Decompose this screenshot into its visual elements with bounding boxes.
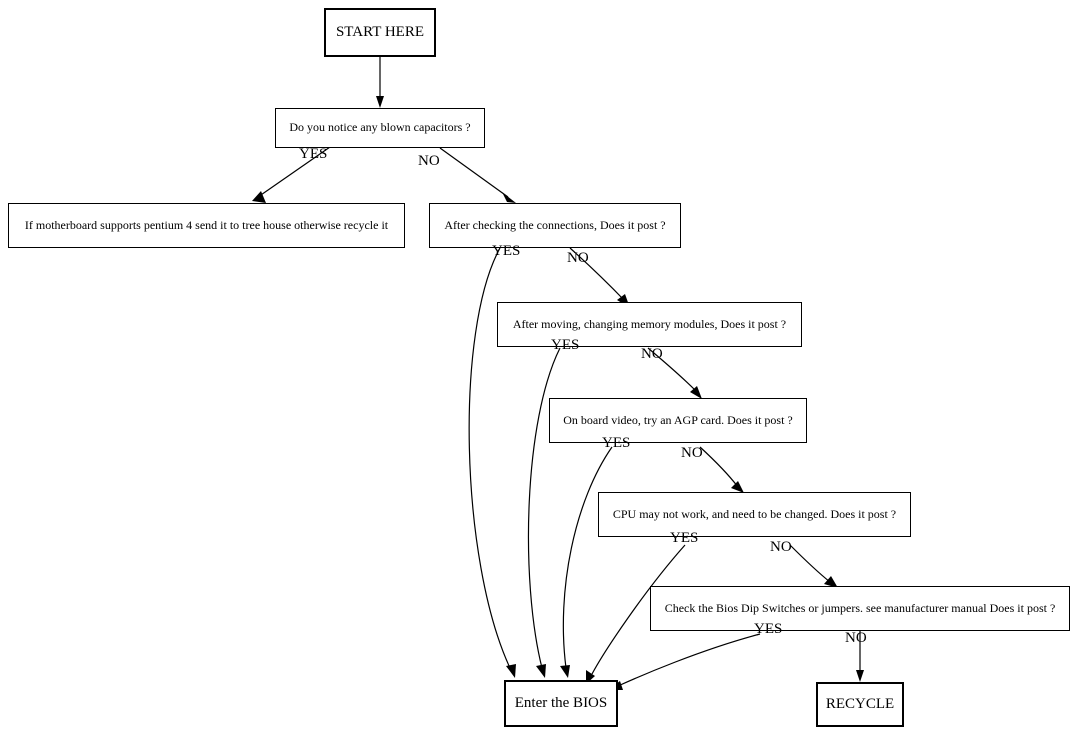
edge-label-mem-no: NO (641, 346, 663, 362)
arrowhead-mem-yes (536, 664, 546, 678)
edge-dip-yes (618, 634, 760, 686)
node-memory-modules[interactable] (497, 302, 802, 347)
node-blown-capacitors-label: Do you notice any blown capacitors ? (289, 120, 471, 135)
node-start-label: START HERE (335, 24, 425, 41)
node-recycle-pentium4[interactable] (8, 203, 405, 248)
arrowhead-dip-no (856, 670, 864, 682)
edge-label-conn-no: NO (567, 250, 589, 266)
node-recycle-label: RECYCLE (825, 696, 895, 713)
node-memory-modules-label: After moving, changing memory modules, Does it post ? (512, 316, 787, 331)
edge-video-yes (563, 447, 612, 668)
node-check-connections[interactable] (429, 203, 681, 248)
node-blown-capacitors[interactable] (275, 108, 485, 148)
node-enter-bios-label: Enter the BIOS (514, 695, 608, 712)
edge-label-cpu-yes: YES (670, 530, 699, 546)
node-onboard-video[interactable] (549, 398, 807, 443)
arrowhead-video-yes (560, 665, 570, 678)
node-enter-bios[interactable] (504, 680, 618, 727)
edge-caps-no (440, 148, 508, 197)
edge-cpu-no (790, 545, 830, 582)
node-recycle[interactable] (816, 682, 904, 727)
edge-label-dip-no: NO (845, 630, 867, 646)
edge-mem-yes (528, 348, 560, 668)
node-start[interactable] (324, 8, 436, 57)
edge-label-dip-yes: YES (754, 621, 783, 637)
node-check-connections-label: After checking the connections, Does it post ? (444, 217, 666, 232)
node-onboard-video-label: On board video, try an AGP card. Does it post ? (563, 412, 793, 427)
edge-label-video-no: NO (681, 445, 703, 461)
edge-label-caps-no: NO (418, 153, 440, 169)
node-recycle-pentium4-label: If motherboard supports pentium 4 send it to tree house otherwise recycle it (24, 217, 389, 232)
edge-label-conn-yes: YES (492, 243, 521, 259)
arrowhead-start-to-caps (376, 96, 384, 108)
edge-label-mem-yes: YES (551, 337, 580, 353)
edge-label-cpu-no: NO (770, 539, 792, 555)
edge-label-video-yes: YES (602, 435, 631, 451)
arrowhead-conn-yes (506, 664, 516, 678)
node-bios-dip-switches-label: Check the Bios Dip Switches or jumpers. see manufacturer manual Does it post ? (664, 600, 1056, 615)
node-bios-dip-switches[interactable] (650, 586, 1070, 631)
edge-video-no (700, 447, 738, 487)
node-cpu-change[interactable] (598, 492, 911, 537)
edge-label-caps-yes: YES (299, 146, 328, 162)
node-cpu-change-label: CPU may not work, and need to be changed. Does it post ? (612, 506, 897, 521)
